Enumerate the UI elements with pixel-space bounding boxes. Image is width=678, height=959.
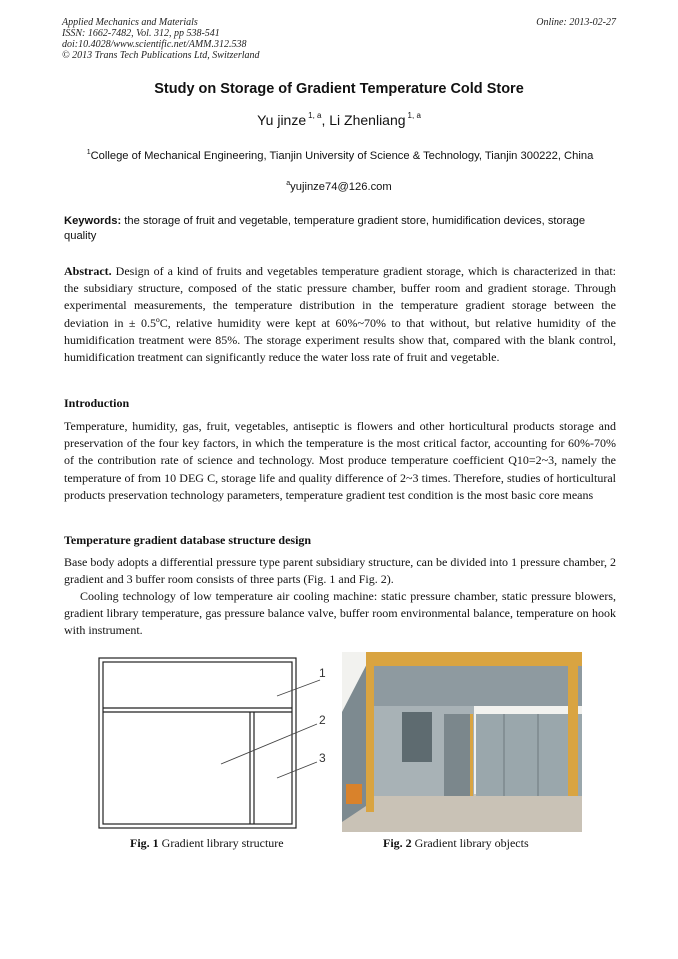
section-heading-design: Temperature gradient database structure design xyxy=(64,533,312,547)
journal-name: Applied Mechanics and Materials xyxy=(62,17,198,28)
keywords-text: the storage of fruit and vegetable, temperature gradient store, humidification devices, storage quality xyxy=(64,215,586,242)
author-separator: , xyxy=(321,112,330,128)
author-name: Li Zhenliang xyxy=(329,112,406,128)
keywords-label: Keywords: xyxy=(64,215,122,227)
author-superscript: 1, a xyxy=(308,111,322,120)
affiliation-text: College of Mechanical Engineering, Tianjin University of Science & Technology, Tianjin 300222, China xyxy=(90,150,594,162)
figure-2-caption-text: Gradient library objects xyxy=(411,836,529,850)
side-panels xyxy=(476,714,582,796)
online-date: Online: 2013-02-27 xyxy=(536,17,616,28)
publication-info xyxy=(62,17,260,61)
callout-3: 3 xyxy=(319,751,326,765)
figure-1-label: Fig. 1 xyxy=(130,836,159,850)
email-text: yujinze74@126.com xyxy=(290,181,392,193)
affiliation xyxy=(70,145,610,164)
figure-2-caption xyxy=(383,836,529,851)
abstract-text: Design of a kind of fruits and vegetables temperature gradient storage, which is characterized in that: the subsidiary structure, composed of the static pressure chamber, buffer room and gradient storage. Through experimental measurements, the temperature distribution in the temperature gradient storage between the deviation in ± 0.5ºC, relative humidity were kept at 60%~70% to that without, but relative humidity of the humidification treatment were 85%. The storage experiment results show that, compared with the blank control, humidification treatment can significantly reduce the water loss rate of fruit and vegetable. xyxy=(64,264,616,365)
interior-opening xyxy=(402,712,432,762)
abstract xyxy=(64,263,616,366)
paper-title: Study on Storage of Gradient Temperature Cold Store xyxy=(154,81,524,97)
doi-line: doi:10.4028/www.scientific.net/AMM.312.538 xyxy=(62,39,247,50)
abstract-label: Abstract. xyxy=(64,264,112,278)
outer-wall xyxy=(99,658,296,828)
inner-wall xyxy=(103,662,292,824)
door-edge xyxy=(470,714,473,796)
leader-line xyxy=(221,724,317,764)
frame-post xyxy=(366,652,374,812)
keywords xyxy=(64,214,616,244)
figure-1-structure-diagram xyxy=(95,652,330,832)
door-panel xyxy=(444,714,470,796)
frame-post xyxy=(568,666,578,796)
frame-beam xyxy=(366,652,582,666)
section-heading-introduction: Introduction xyxy=(64,396,130,410)
issn-line: ISSN: 1662-7482, Vol. 312, pp 538-541 xyxy=(62,28,220,39)
ceiling xyxy=(374,666,582,706)
figure-1-caption xyxy=(130,836,284,851)
leader-line xyxy=(277,762,317,778)
affiliation-superscript: 1 xyxy=(86,149,91,156)
copyright-line: © 2013 Trans Tech Publications Ltd, Switzerland xyxy=(62,50,260,61)
author-line xyxy=(0,111,678,128)
author-name: Yu jinze xyxy=(257,112,307,128)
design-paragraph-1: Base body adopts a differential pressure type parent subsidiary structure, can be divided into 1 pressure chamber, 2 gradient and 3 buffer room consists of three parts (Fig. 1 and Fig. 2). xyxy=(64,555,616,587)
equipment-box xyxy=(346,784,362,804)
callout-2: 2 xyxy=(319,713,326,727)
figure-2-storage-photo xyxy=(342,652,582,832)
figure-1-caption-text: Gradient library structure xyxy=(158,836,284,850)
leader-line xyxy=(277,680,320,696)
author-superscript: 1, a xyxy=(407,111,421,120)
photo-ground xyxy=(342,794,582,832)
figure-2-label: Fig. 2 xyxy=(383,836,412,850)
email-superscript: a xyxy=(286,180,291,187)
design-paragraph-2: Cooling technology of low temperature air cooling machine: static pressure chamber, static pressure blowers, gradient library temperature, gas pressure balance valve, buffer room environmental balance, temperature on hook with instrument. xyxy=(64,589,616,638)
callout-1: 1 xyxy=(319,666,326,680)
author-email xyxy=(0,180,678,193)
introduction-text: Temperature, humidity, gas, fruit, vegetables, antiseptic is flowers and other horticultural products storage and preservation of the four key factors, in which the temperature is the most critical factor, accounting for 60%-70% of the contribution rate of science and technology. Most produce temperature coefficient Q10=2~3, namely the temperature of from 10 DEG C, storage life and quality difference of 2~3 times. Therefore, studies of horticultural products preservation technology parameters, temperature gradient test condition is the most basic core means xyxy=(64,419,616,502)
